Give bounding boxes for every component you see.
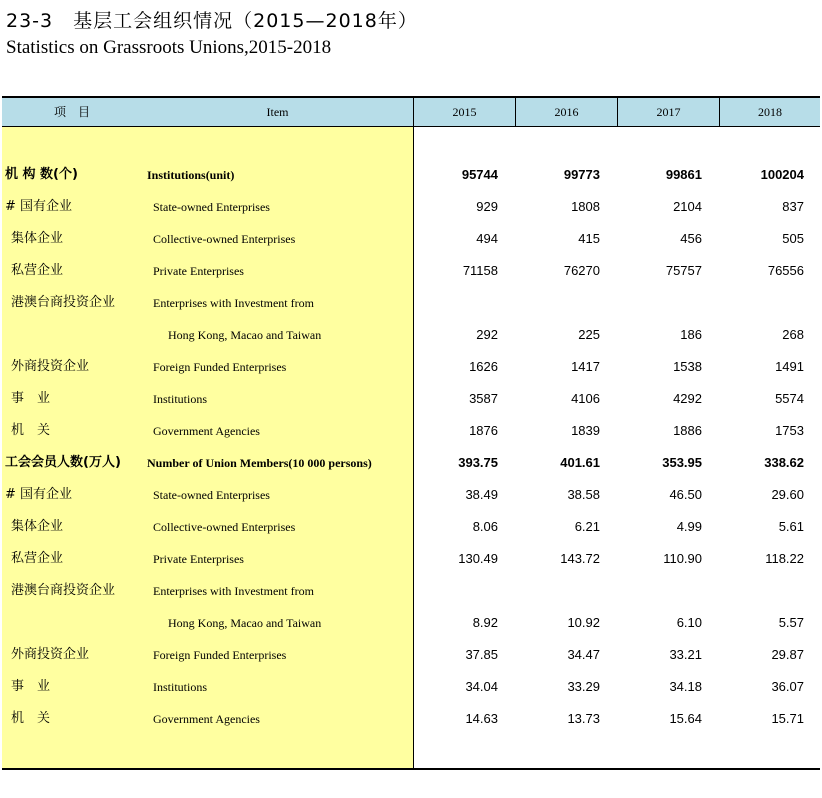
page-title-cn: 23-3 基层工会组织情况（2015—2018年） <box>6 10 418 32</box>
cell-value-2018: 268 <box>782 327 804 342</box>
table-row <box>2 351 820 383</box>
table-row <box>2 543 820 575</box>
cell-value-2018: 338.62 <box>764 455 804 470</box>
cell-value-2017: 4292 <box>673 391 702 406</box>
cell-value-2016: 38.58 <box>567 487 600 502</box>
cell-value-2017: 75757 <box>665 263 702 278</box>
row-label-en: State-owned Enterprises <box>153 200 270 214</box>
row-label-en: Number of Union Members(10 000 persons) <box>147 456 372 470</box>
cell-value-2018: 118.22 <box>765 551 804 566</box>
cell-value-2015: 8.06 <box>472 519 498 534</box>
row-label-cn: 机 关 <box>11 423 51 438</box>
cell-value-2017: 1538 <box>673 359 702 374</box>
header-item-cn: 项 目 <box>53 105 90 119</box>
cell-value-2017: 1886 <box>673 423 702 438</box>
row-label-cn: 港澳台商投资企业 <box>11 295 116 310</box>
cell-value-2016: 13.73 <box>567 711 600 726</box>
row-label-en: Institutions(unit) <box>147 168 235 182</box>
cell-value-2017: 46.50 <box>669 487 702 502</box>
cell-value-2016: 1417 <box>571 359 600 374</box>
cell-value-2015: 494 <box>476 231 498 246</box>
cell-value-2018: 15.71 <box>771 711 804 726</box>
row-label-cn: 外商投资企业 <box>11 359 90 374</box>
header-year-2015: 2015 <box>452 105 477 119</box>
table-row <box>2 159 820 191</box>
cell-value-2015: 3587 <box>469 391 498 406</box>
header-item-en: Item <box>266 105 289 119</box>
cell-value-2018: 36.07 <box>771 679 804 694</box>
header-year-2017: 2017 <box>656 105 681 119</box>
row-label-en: Enterprises with Investment from <box>153 584 314 598</box>
cell-value-2017: 353.95 <box>662 455 702 470</box>
row-label-cn: 港澳台商投资企业 <box>11 583 116 598</box>
cell-value-2017: 33.21 <box>669 647 702 662</box>
header-divider <box>515 98 516 126</box>
table-row <box>2 415 820 447</box>
cell-value-2017: 99861 <box>665 167 702 182</box>
cell-value-2016: 1839 <box>571 423 600 438</box>
row-label-cn: 私营企业 <box>11 551 64 566</box>
cell-value-2017: 4.99 <box>676 519 702 534</box>
row-label-cn: 事 业 <box>11 391 51 406</box>
table-row <box>2 575 820 607</box>
cell-value-2015: 34.04 <box>465 679 498 694</box>
row-label-en: Foreign Funded Enterprises <box>153 360 287 374</box>
row-label-cn: 集体企业 <box>11 519 64 534</box>
cell-value-2018: 5574 <box>775 391 804 406</box>
row-label-cn: 私营企业 <box>11 263 64 278</box>
cell-value-2016: 6.21 <box>574 519 600 534</box>
row-label-en: Institutions <box>153 680 208 694</box>
cell-value-2017: 110.90 <box>663 551 702 566</box>
cell-value-2018: 100204 <box>760 167 804 182</box>
cell-value-2015: 71158 <box>462 263 498 278</box>
table-row <box>2 319 820 351</box>
row-label-en: Foreign Funded Enterprises <box>153 648 287 662</box>
row-label-en: Institutions <box>153 392 208 406</box>
cell-value-2016: 143.72 <box>560 551 600 566</box>
table-header <box>2 98 820 127</box>
row-label-en: Enterprises with Investment from <box>153 296 314 310</box>
table-row <box>2 447 820 479</box>
row-label-cn: 机 构 数(个) <box>5 167 78 182</box>
table-row <box>2 223 820 255</box>
cell-value-2016: 415 <box>578 231 600 246</box>
cell-value-2018: 29.60 <box>771 487 804 502</box>
cell-value-2016: 33.29 <box>567 679 600 694</box>
cell-value-2016: 225 <box>578 327 600 342</box>
cell-value-2015: 38.49 <box>465 487 498 502</box>
table-row <box>2 671 820 703</box>
cell-value-2016: 99773 <box>563 167 600 182</box>
cell-value-2015: 37.85 <box>465 647 498 662</box>
cell-value-2015: 95744 <box>461 167 498 182</box>
cell-value-2016: 401.61 <box>560 455 600 470</box>
row-label-en: Private Enterprises <box>153 264 244 278</box>
table-row <box>2 383 820 415</box>
header-divider <box>617 98 618 126</box>
cell-value-2018: 837 <box>782 199 804 214</box>
row-label-en: State-owned Enterprises <box>153 488 270 502</box>
cell-value-2018: 5.61 <box>778 519 804 534</box>
table-row <box>2 479 820 511</box>
header-year-2018: 2018 <box>758 105 782 119</box>
cell-value-2015: 1626 <box>469 359 498 374</box>
table-row <box>2 511 820 543</box>
table-row <box>2 607 820 639</box>
cell-value-2015: 929 <box>476 199 498 214</box>
cell-value-2015: 1876 <box>469 423 498 438</box>
row-label-en: Hong Kong, Macao and Taiwan <box>168 328 322 342</box>
cell-value-2016: 4106 <box>571 391 600 406</box>
row-label-en: Collective-owned Enterprises <box>153 232 296 246</box>
header-divider <box>719 98 720 126</box>
cell-value-2018: 29.87 <box>771 647 804 662</box>
statistics-table <box>2 96 820 770</box>
table-row <box>2 191 820 223</box>
cell-value-2015: 8.92 <box>472 615 498 630</box>
cell-value-2018: 1491 <box>775 359 804 374</box>
cell-value-2016: 76270 <box>563 263 600 278</box>
cell-value-2017: 456 <box>680 231 702 246</box>
cell-value-2016: 34.47 <box>567 647 600 662</box>
row-label-cn: 事 业 <box>11 679 51 694</box>
row-label-cn: 工会会员人数(万人) <box>5 455 121 470</box>
row-label-cn: 集体企业 <box>11 231 64 246</box>
cell-value-2017: 2104 <box>673 199 702 214</box>
row-label-en: Government Agencies <box>153 424 260 438</box>
row-label-en: Collective-owned Enterprises <box>153 520 296 534</box>
table-row <box>2 703 820 735</box>
row-label-en: Private Enterprises <box>153 552 244 566</box>
row-label-cn: # 国有企业 <box>5 487 73 502</box>
row-label-cn: 外商投资企业 <box>11 647 90 662</box>
table-row <box>2 255 820 287</box>
cell-value-2017: 15.64 <box>669 711 702 726</box>
row-label-en: Government Agencies <box>153 712 260 726</box>
row-label-cn: 机 关 <box>11 711 51 726</box>
cell-value-2016: 1808 <box>571 199 600 214</box>
cell-value-2018: 5.57 <box>778 615 804 630</box>
cell-value-2018: 1753 <box>775 423 804 438</box>
row-label-cn: # 国有企业 <box>5 199 73 214</box>
table-row <box>2 287 820 319</box>
page-title-en: Statistics on Grassroots Unions,2015-2018 <box>6 37 332 58</box>
cell-value-2015: 393.75 <box>458 455 498 470</box>
row-label-en: Hong Kong, Macao and Taiwan <box>168 616 322 630</box>
cell-value-2015: 292 <box>476 327 498 342</box>
cell-value-2017: 34.18 <box>669 679 702 694</box>
header-year-2016: 2016 <box>554 105 579 119</box>
table-row <box>2 639 820 671</box>
cell-value-2015: 130.49 <box>458 551 498 566</box>
cell-value-2018: 505 <box>782 231 804 246</box>
cell-value-2018: 76556 <box>767 263 804 278</box>
cell-value-2015: 14.63 <box>465 711 498 726</box>
cell-value-2017: 6.10 <box>676 615 702 630</box>
cell-value-2017: 186 <box>680 327 702 342</box>
cell-value-2016: 10.92 <box>567 615 600 630</box>
